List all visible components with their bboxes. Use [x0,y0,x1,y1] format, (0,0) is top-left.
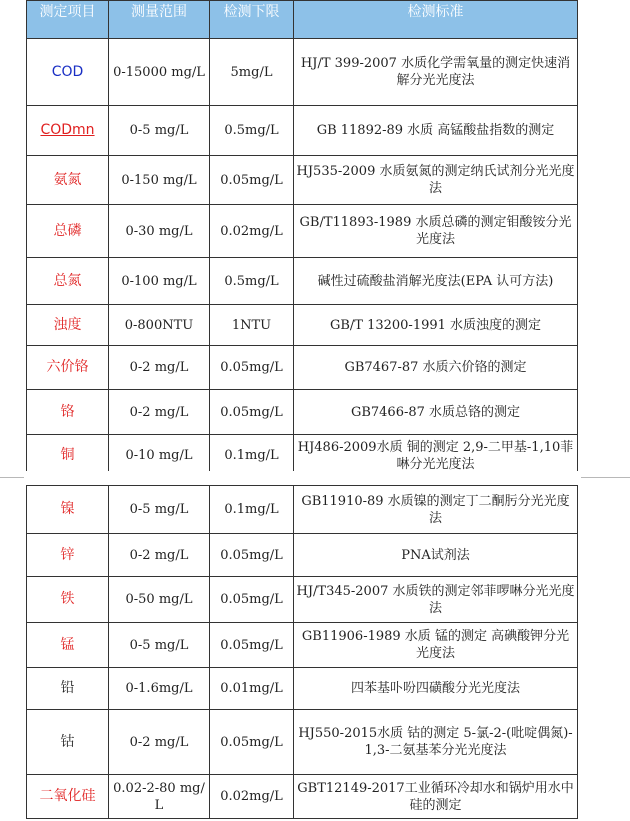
item-cell: 氨氮 [27,156,109,205]
item-cell: 二氧化硅 [27,775,109,819]
item-cell: 锰 [27,623,109,668]
range-cell: 0-15000 mg/L [109,39,210,106]
header-limit: 检测下限 [210,1,294,39]
standard-cell: GB7467-87 水质六价铬的测定 [294,346,578,390]
range-cell: 0-150 mg/L [109,156,210,205]
standard-cell: HJ535-2009 水质氨氮的测定纳氏试剂分光光度法 [294,156,578,205]
range-cell: 0.02-2-80 mg/L [109,775,210,819]
header-standard: 检测标准 [294,1,578,39]
item-cell: 钴 [27,710,109,775]
header-range: 测量范围 [109,1,210,39]
limit-cell: 0.5mg/L [210,258,294,305]
standard-cell: GB11910-89 水质镍的测定丁二酮肟分光光度法 [294,486,578,534]
table-header-row [27,1,578,39]
item-cell: 镍 [27,486,109,534]
table-row [27,106,578,156]
table-row [27,534,578,577]
item-cell: 铁 [27,577,109,623]
range-cell: 0-2 mg/L [109,534,210,577]
limit-cell: 5mg/L [210,39,294,106]
table-row [27,710,578,775]
item-cell: 总氮 [27,258,109,305]
range-cell: 0-50 mg/L [109,577,210,623]
limit-cell: 0.05mg/L [210,390,294,435]
range-cell: 0-2 mg/L [109,346,210,390]
item-cell: 总磷 [27,205,109,258]
range-cell: 0-2 mg/L [109,390,210,435]
range-cell: 0-10 mg/L [109,435,210,477]
standard-cell: GB7466-87 水质总铬的测定 [294,390,578,435]
limit-cell: 1NTU [210,305,294,346]
table-row [27,258,578,305]
item-cell: 铜 [27,435,109,477]
limit-cell: 0.05mg/L [210,346,294,390]
limit-cell: 0.1mg/L [210,435,294,477]
limit-cell: 0.05mg/L [210,156,294,205]
item-cell: 锌 [27,534,109,577]
limit-cell: 0.05mg/L [210,534,294,577]
range-cell: 0-2 mg/L [109,710,210,775]
item-cell: 六价铬 [27,346,109,390]
spec-table-top [26,0,578,477]
limit-cell: 0.1mg/L [210,486,294,534]
spec-table-bottom [26,485,578,819]
range-cell: 0-800NTU [109,305,210,346]
table-row [27,305,578,346]
table-row [27,486,578,534]
table-row [27,577,578,623]
table-row [27,623,578,668]
limit-cell: 0.05mg/L [210,623,294,668]
range-cell: 0-1.6mg/L [109,668,210,710]
table-row [27,205,578,258]
range-cell: 0-5 mg/L [109,106,210,156]
standard-cell: HJ486-2009水质 铜的测定 2,9-二甲基-1,10菲啉分光光度法 [294,435,578,477]
table-row [27,668,578,710]
standard-cell: PNA试剂法 [294,534,578,577]
table-row [27,390,578,435]
range-cell: 0-5 mg/L [109,486,210,534]
standard-cell: 碱性过硫酸盐消解光度法(EPA 认可方法) [294,258,578,305]
table-row [27,346,578,390]
standard-cell: GB 11892-89 水质 高锰酸盐指数的测定 [294,106,578,156]
standard-cell: HJ/T345-2007 水质铁的测定邻菲啰啉分光光度法 [294,577,578,623]
table-page-break [0,471,630,485]
limit-cell: 0.05mg/L [210,577,294,623]
header-item: 测定项目 [27,1,109,39]
limit-cell: 0.5mg/L [210,106,294,156]
standard-cell: HJ550-2015水质 钴的测定 5-氯-2-(吡啶偶氮)-1,3-二氨基苯分光光度法 [294,710,578,775]
limit-cell: 0.01mg/L [210,668,294,710]
limit-cell: 0.05mg/L [210,710,294,775]
standard-cell: GB/T 13200-1991 水质浊度的测定 [294,305,578,346]
page-break-line-right [581,477,630,478]
limit-cell: 0.02mg/L [210,775,294,819]
standard-cell: GB11906-1989 水质 锰的测定 高碘酸钾分光光度法 [294,623,578,668]
range-cell: 0-100 mg/L [109,258,210,305]
standard-cell: GBT12149-2017工业循环冷却水和锅炉用水中硅的测定 [294,775,578,819]
limit-cell: 0.02mg/L [210,205,294,258]
item-cell: 浊度 [27,305,109,346]
item-cell: 铬 [27,390,109,435]
range-cell: 0-5 mg/L [109,623,210,668]
table-row [27,775,578,819]
range-cell: 0-30 mg/L [109,205,210,258]
item-cell: CODmn [27,106,109,156]
table-row [27,39,578,106]
table-row [27,156,578,205]
page-break-line-left [0,477,24,478]
standard-cell: HJ/T 399-2007 水质化学需氧量的测定快速消解分光光度法 [294,39,578,106]
standard-cell: GB/T11893-1989 水质总磷的测定钼酸铵分光光度法 [294,205,578,258]
standard-cell: 四苯基卟吩四磺酸分光光度法 [294,668,578,710]
item-cell: 铅 [27,668,109,710]
item-cell: COD [27,39,109,106]
